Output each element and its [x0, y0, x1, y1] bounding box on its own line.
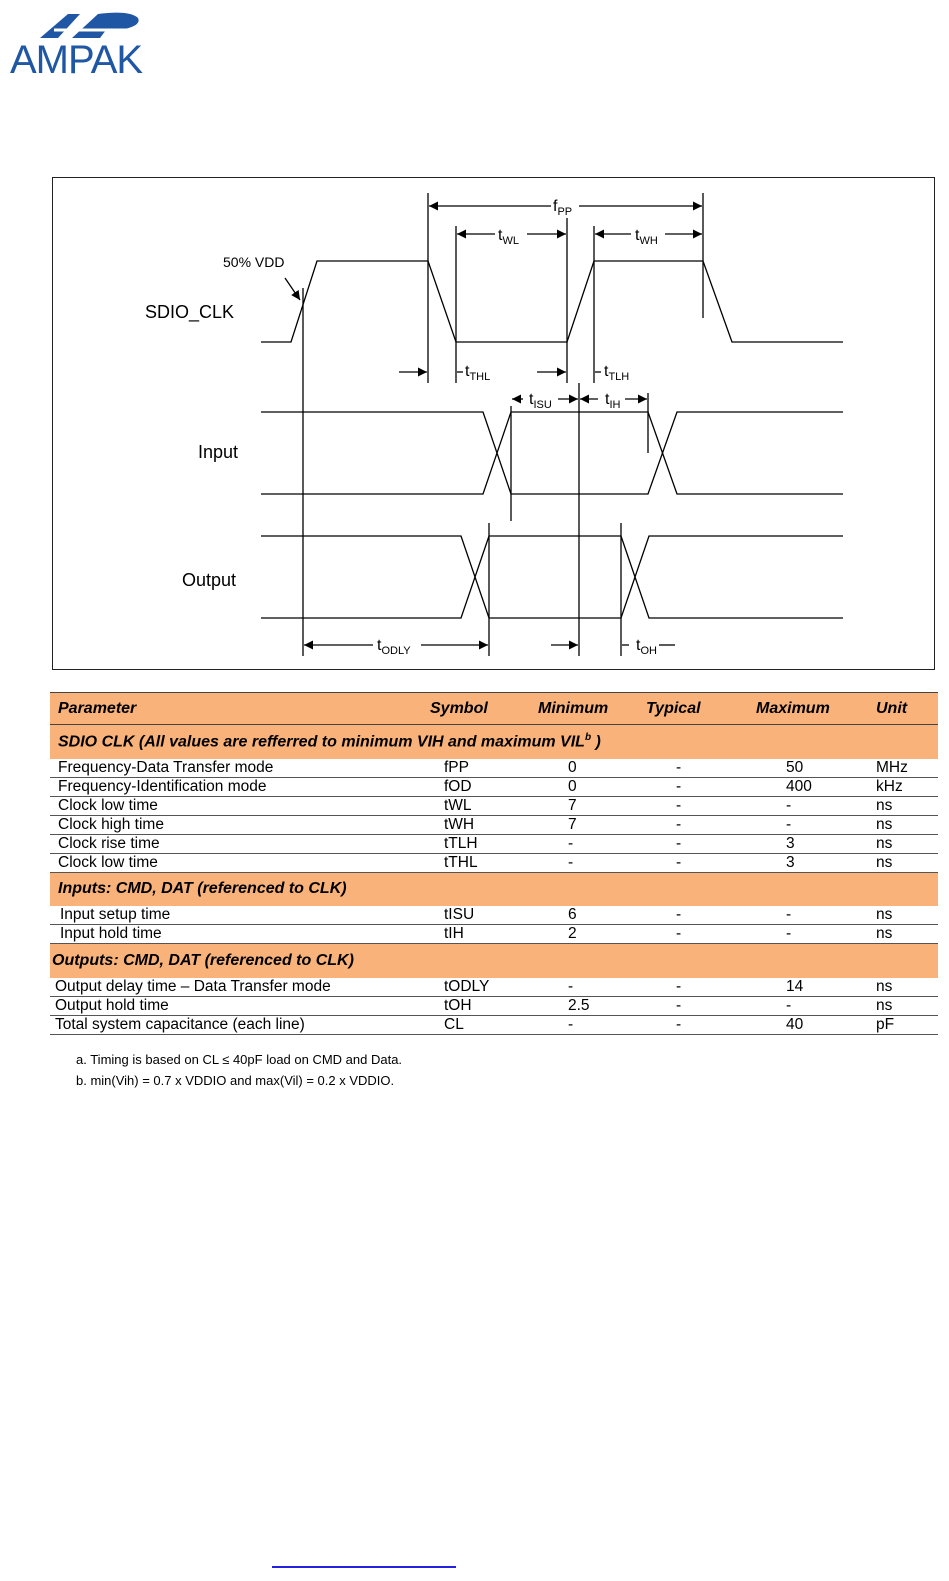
table-row: Output delay time – Data Transfer mode tODLY - - 14 ns	[50, 978, 938, 997]
input-waveform-high	[261, 412, 843, 494]
signal-label-input: Input	[198, 442, 239, 462]
section-header-row	[50, 944, 938, 978]
label-toh: $t_{OH}$	[636, 637, 657, 657]
threshold-label: 50% VDD	[223, 254, 285, 270]
table-row: Output hold time tOH 2.5 - - ns	[50, 996, 938, 1015]
table-row: Input setup time tISU 6 - - ns	[50, 906, 938, 925]
label-tih: $t_{IH}$	[605, 391, 621, 411]
table-header-row	[50, 693, 938, 725]
column-header: Symbol	[430, 699, 488, 717]
section-header-row	[50, 872, 938, 906]
clk-waveform	[261, 261, 843, 342]
signal-label-clk: SDIO_CLK	[145, 302, 235, 322]
table-row: Frequency-Identification mode fOD 0 - 400 kHz	[50, 777, 938, 796]
table-row: Clock high time tWH 7 - - ns	[50, 815, 938, 834]
table-row: Clock low time tTHL - - 3 ns	[50, 853, 938, 872]
table-row: Clock low time tWL 7 - - ns	[50, 796, 938, 815]
hyperlink-underline[interactable]	[272, 1566, 456, 1568]
label-twh: $t_{WH}$	[635, 227, 658, 247]
label-tisu: $t_{ISU}$	[529, 391, 552, 411]
column-header: Parameter	[58, 699, 137, 717]
timing-parameters-table	[50, 692, 938, 1035]
label-todly: $t_{ODLY}$	[377, 637, 411, 657]
table-row: Total system capacitance (each line) CL - - 40 pF	[50, 1015, 938, 1034]
section-title: Outputs: CMD, DAT (referenced to CLK)	[52, 951, 354, 969]
column-header: Typical	[646, 699, 701, 717]
column-header: Unit	[876, 699, 908, 717]
section-title: SDIO CLK (All values are refferred to minimum VIH and maximum VIL$^b$ )	[58, 732, 601, 751]
input-waveform-low	[261, 412, 843, 494]
section-header-row	[50, 725, 938, 759]
signal-label-output: Output	[182, 570, 237, 590]
table-row: Frequency-Data Transfer mode fPP 0 - 50 MHz	[50, 759, 938, 778]
footnote-b: b. min(Vih) = 0.7 x VDDIO and max(Vil) = 0.2 x VDDIO.	[76, 1073, 395, 1088]
column-header: Maximum	[756, 699, 830, 717]
footnote-a: a. Timing is based on CL ≤ 40pF load on CMD and Data.	[76, 1052, 403, 1067]
column-header: Minimum	[538, 699, 609, 717]
output-waveform-low	[261, 536, 843, 618]
logo-text: AMPAK	[10, 38, 143, 82]
table-row: Clock rise time tTLH - - 3 ns	[50, 834, 938, 853]
label-fpp: $f_{PP}$	[553, 198, 573, 218]
label-ttlh: $t_{TLH}$	[604, 363, 630, 383]
section-title: Inputs: CMD, DAT (referenced to CLK)	[58, 880, 347, 898]
ampak-logo	[10, 8, 160, 82]
label-twl: $t_{WL}$	[498, 227, 519, 247]
label-tthl: $t_{THL}$	[465, 363, 491, 383]
timing-diagram	[52, 177, 935, 670]
table-row: Input hold time tIH 2 - - ns	[50, 925, 938, 944]
output-waveform-high	[261, 536, 843, 618]
